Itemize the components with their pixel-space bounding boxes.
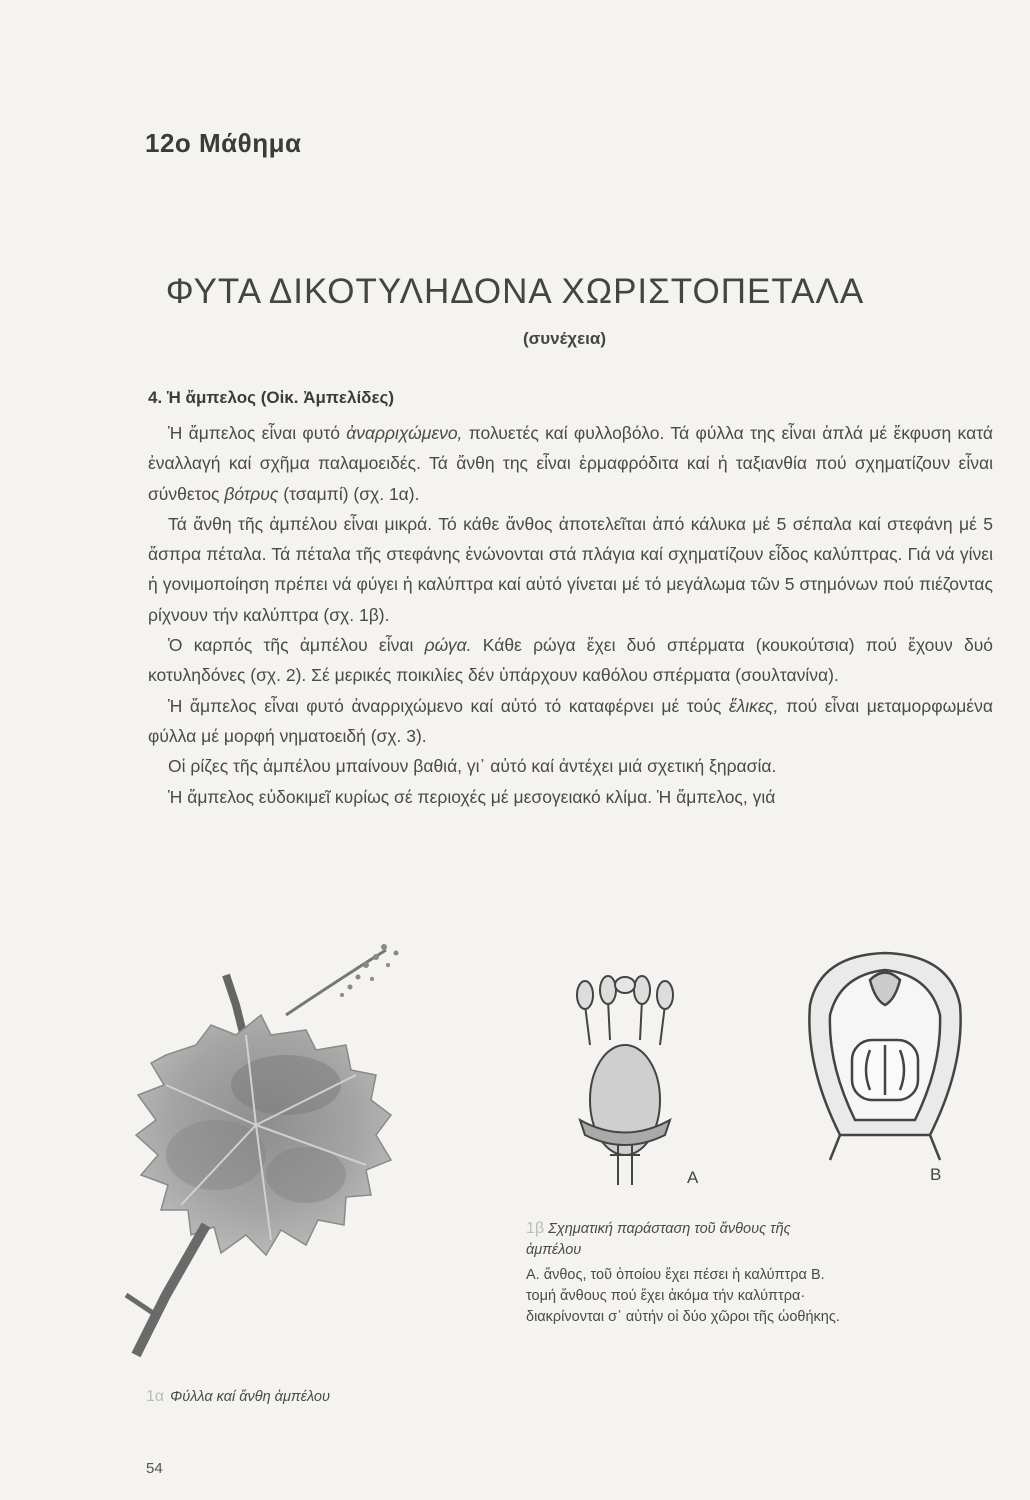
paragraph-2: Τά ἄνθη τῆς ἀμπέλου εἶναι μικρά. Τό κάθε ἄνθος ἀποτελεῖται ἀπό κάλυκα μέ 5 σέπαλα καί στεφάνη μέ 5 ἄσπρα πέταλα. Τά πέταλα τῆς στεφάνης ἑνώνονται στά πλάγια καί σχηματίζουν εἶδος καλύπτρας. Γιά νά γίνει ἡ γονιμοποίηση πρέπει νά φύγει ἡ καλύπτρα καί αὐτό γίνεται μέ τό μεγάλωμα τῶν 5 στημόνων πού πιέζοντας ρίχνουν τήν καλύπτρα (σχ. 1β). bbox=[148, 513, 993, 625]
figure-1a-caption bbox=[146, 1388, 330, 1406]
paragraph-3-part: Ὁ καρπός τῆς ἀμπέλου εἶναι bbox=[168, 635, 425, 656]
grape-leaf-illustration bbox=[96, 935, 476, 1405]
paragraph-1-part: πολυετές καί φυλλοβόλο. Τά φύλλα της εἶναι ἁπλά μέ ἔκφυση κατά ἐναλλαγή καί σχῆμα παλαμοειδές. Τά ἄνθη της εἶναι ἑρμαφρόδιτα καί ἡ ταξιανθία πού σχηματίζουν εἶναι σύνθετος bbox=[148, 423, 993, 504]
flower-a-drawing bbox=[577, 976, 673, 1185]
paragraph-1-part: (τσαμπί) (σχ. 1α). bbox=[278, 483, 420, 504]
flower-b-drawing bbox=[809, 953, 960, 1160]
paragraph-1-italic: βότρυς bbox=[224, 483, 279, 504]
paragraph-1-italic: ἀναρριχώμενο, bbox=[346, 423, 463, 443]
flower-schematic bbox=[540, 945, 1010, 1185]
figure-label-a: A bbox=[687, 1168, 699, 1187]
section-heading: 4. Ἡ ἄμπελος (Οἰκ. Ἀμπελίδες) bbox=[148, 388, 395, 407]
paragraph-1-part: Ἡ ἄμπελος εἶναι φυτό bbox=[168, 423, 347, 443]
figure-1b-caption-title bbox=[526, 1218, 841, 1261]
paragraph-3-italic: ρώγα. bbox=[424, 635, 472, 656]
figure-label-b: B bbox=[930, 1165, 942, 1184]
figure-1b-number: 1β bbox=[526, 1220, 545, 1237]
figure-1a-title-text: Φύλλα καί ἄνθη ἀμπέλου bbox=[170, 1389, 330, 1405]
paragraph-4-part: Ἡ ἄμπελος εἶναι φυτό ἀναρριχώμενο καί αὐτό τό καταφέρνει μέ τούς bbox=[168, 695, 729, 716]
figure-1b-caption-body: Α. ἄνθος, τοῦ ὁποίου ἔχει πέσει ἡ καλύπτρα Β. τομή ἄνθους πού ἔχει ἀκόμα τήν καλύπτρα· διακρίνονται σ᾽ αὐτήν οἱ δύο χῶροι τῆς ὠοθήκης. bbox=[526, 1267, 840, 1325]
figure-1a-number: 1α bbox=[146, 1388, 165, 1405]
paragraph-6: Ἡ ἄμπελος εὐδοκιμεῖ κυρίως σέ περιοχές μέ μεσογειακό κλίμα. Ἡ ἄμπελος, γιά bbox=[168, 786, 776, 807]
paragraph-3 bbox=[148, 630, 993, 691]
body-text bbox=[148, 418, 993, 812]
paragraph-4-italic: ἕλικες, bbox=[728, 695, 779, 716]
paragraph-5: Οἱ ρίζες τῆς ἀμπέλου μπαίνουν βαθιά, γι᾽ αὐτό καί ἀντέχει μιά σχετική ξηρασία. bbox=[168, 756, 777, 777]
paragraph-3-part: Κάθε ρώγα ἔχει δυό σπέρματα (κουκούτσια) πού ἔχουν δυό κοτυληδόνες (σχ. 2). Σέ μερικές ποικιλίες δέν ὑπάρχουν καθόλου σπέρματα (σουλτανίνα). bbox=[148, 635, 993, 686]
paragraph-4-part: πού εἶναι μεταμορφωμένα φύλλα μέ μορφή νηματοειδή (σχ. 3). bbox=[148, 695, 993, 746]
page-number: 54 bbox=[146, 1460, 163, 1477]
chapter-subtitle: (συνέχεια) bbox=[523, 329, 606, 348]
figure-1b-caption bbox=[526, 1218, 841, 1328]
figure-1b-title-text: Σχηματική παράσταση τοῦ ἄνθους τῆς ἀμπέλου bbox=[526, 1221, 791, 1258]
paragraph-4 bbox=[148, 691, 993, 752]
lesson-heading: 12ο Μάθημα bbox=[145, 128, 302, 158]
paragraph-1 bbox=[148, 418, 993, 509]
chapter-title: ΦΥΤΑ ΔΙΚΟΤΥΛΗΔΟΝΑ ΧΩΡΙΣΤΟΠΕΤΑΛΑ bbox=[165, 272, 865, 311]
